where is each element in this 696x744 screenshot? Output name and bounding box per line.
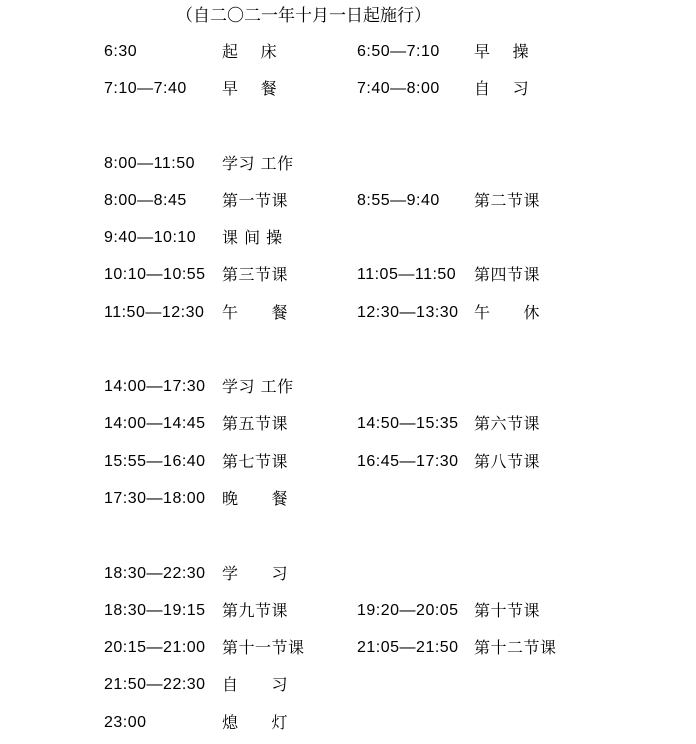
activity-label: 第四节课 [474,265,541,284]
time-range: 12:30—13:30 [357,304,459,321]
activity-label: 午 餐 [222,303,289,322]
activity-label: 第十节课 [474,601,541,620]
schedule-row [0,77,696,101]
activity-label: 晚 餐 [222,489,289,508]
time-range: 14:00—14:45 [104,415,206,432]
time-range: 20:15—21:00 [104,639,206,656]
schedule-row [0,226,696,250]
activity-label: 第八节课 [474,452,541,471]
activity-label: 学 习 [222,564,289,583]
schedule-row [0,189,696,213]
time-range: 15:55—16:40 [104,453,206,470]
schedule-row [0,711,696,735]
time-range: 18:30—19:15 [104,602,206,619]
time-range: 14:00—17:30 [104,378,206,395]
activity-label: 第二节课 [474,191,541,210]
schedule-row [0,152,696,176]
schedule-row [0,450,696,474]
activity-label: 第一节课 [222,191,289,210]
activity-label: 第六节课 [474,414,541,433]
time-range: 16:45—17:30 [357,453,459,470]
time-range: 8:55—9:40 [357,192,440,209]
activity-label: 学习 工作 [222,154,294,173]
schedule-row [0,673,696,697]
time-range: 6:30 [104,43,138,60]
time-range: 10:10—10:55 [104,266,206,283]
schedule-row [0,487,696,511]
activity-label: 第九节课 [222,601,289,620]
time-range: 18:30—22:30 [104,565,206,582]
time-range: 14:50—15:35 [357,415,459,432]
schedule-title: （自二〇二一年十月一日起施行） [176,6,431,26]
schedule-row [0,412,696,436]
activity-label: 自 习 [222,675,289,694]
time-range: 8:00—11:50 [104,155,195,172]
activity-label: 自 习 [474,79,530,98]
schedule-row [0,599,696,623]
time-range: 11:05—11:50 [357,266,457,283]
activity-label: 早 操 [474,42,530,61]
schedule-row [0,301,696,325]
time-range: 6:50—7:10 [357,43,440,60]
activity-label: 学习 工作 [222,377,294,396]
time-range: 7:40—8:00 [357,80,440,97]
activity-label: 午 休 [474,303,541,322]
schedule-row [0,40,696,64]
time-range: 21:50—22:30 [104,676,206,693]
time-range: 21:05—21:50 [357,639,459,656]
time-range: 23:00 [104,714,147,731]
time-range: 9:40—10:10 [104,229,197,246]
activity-label: 熄 灯 [222,713,289,732]
activity-label: 课 间 操 [222,228,283,247]
schedule-row [0,562,696,586]
activity-label: 第五节课 [222,414,289,433]
time-range: 11:50—12:30 [104,304,205,321]
schedule-row [0,636,696,660]
time-range: 7:10—7:40 [104,80,187,97]
activity-label: 第十一节课 [222,638,305,657]
time-range: 17:30—18:00 [104,490,206,507]
time-range: 19:20—20:05 [357,602,459,619]
schedule-row [0,263,696,287]
activity-label: 第七节课 [222,452,289,471]
activity-label: 第三节课 [222,265,289,284]
time-range: 8:00—8:45 [104,192,187,209]
activity-label: 第十二节课 [474,638,557,657]
activity-label: 早 餐 [222,79,278,98]
activity-label: 起 床 [222,42,278,61]
schedule-row [0,375,696,399]
